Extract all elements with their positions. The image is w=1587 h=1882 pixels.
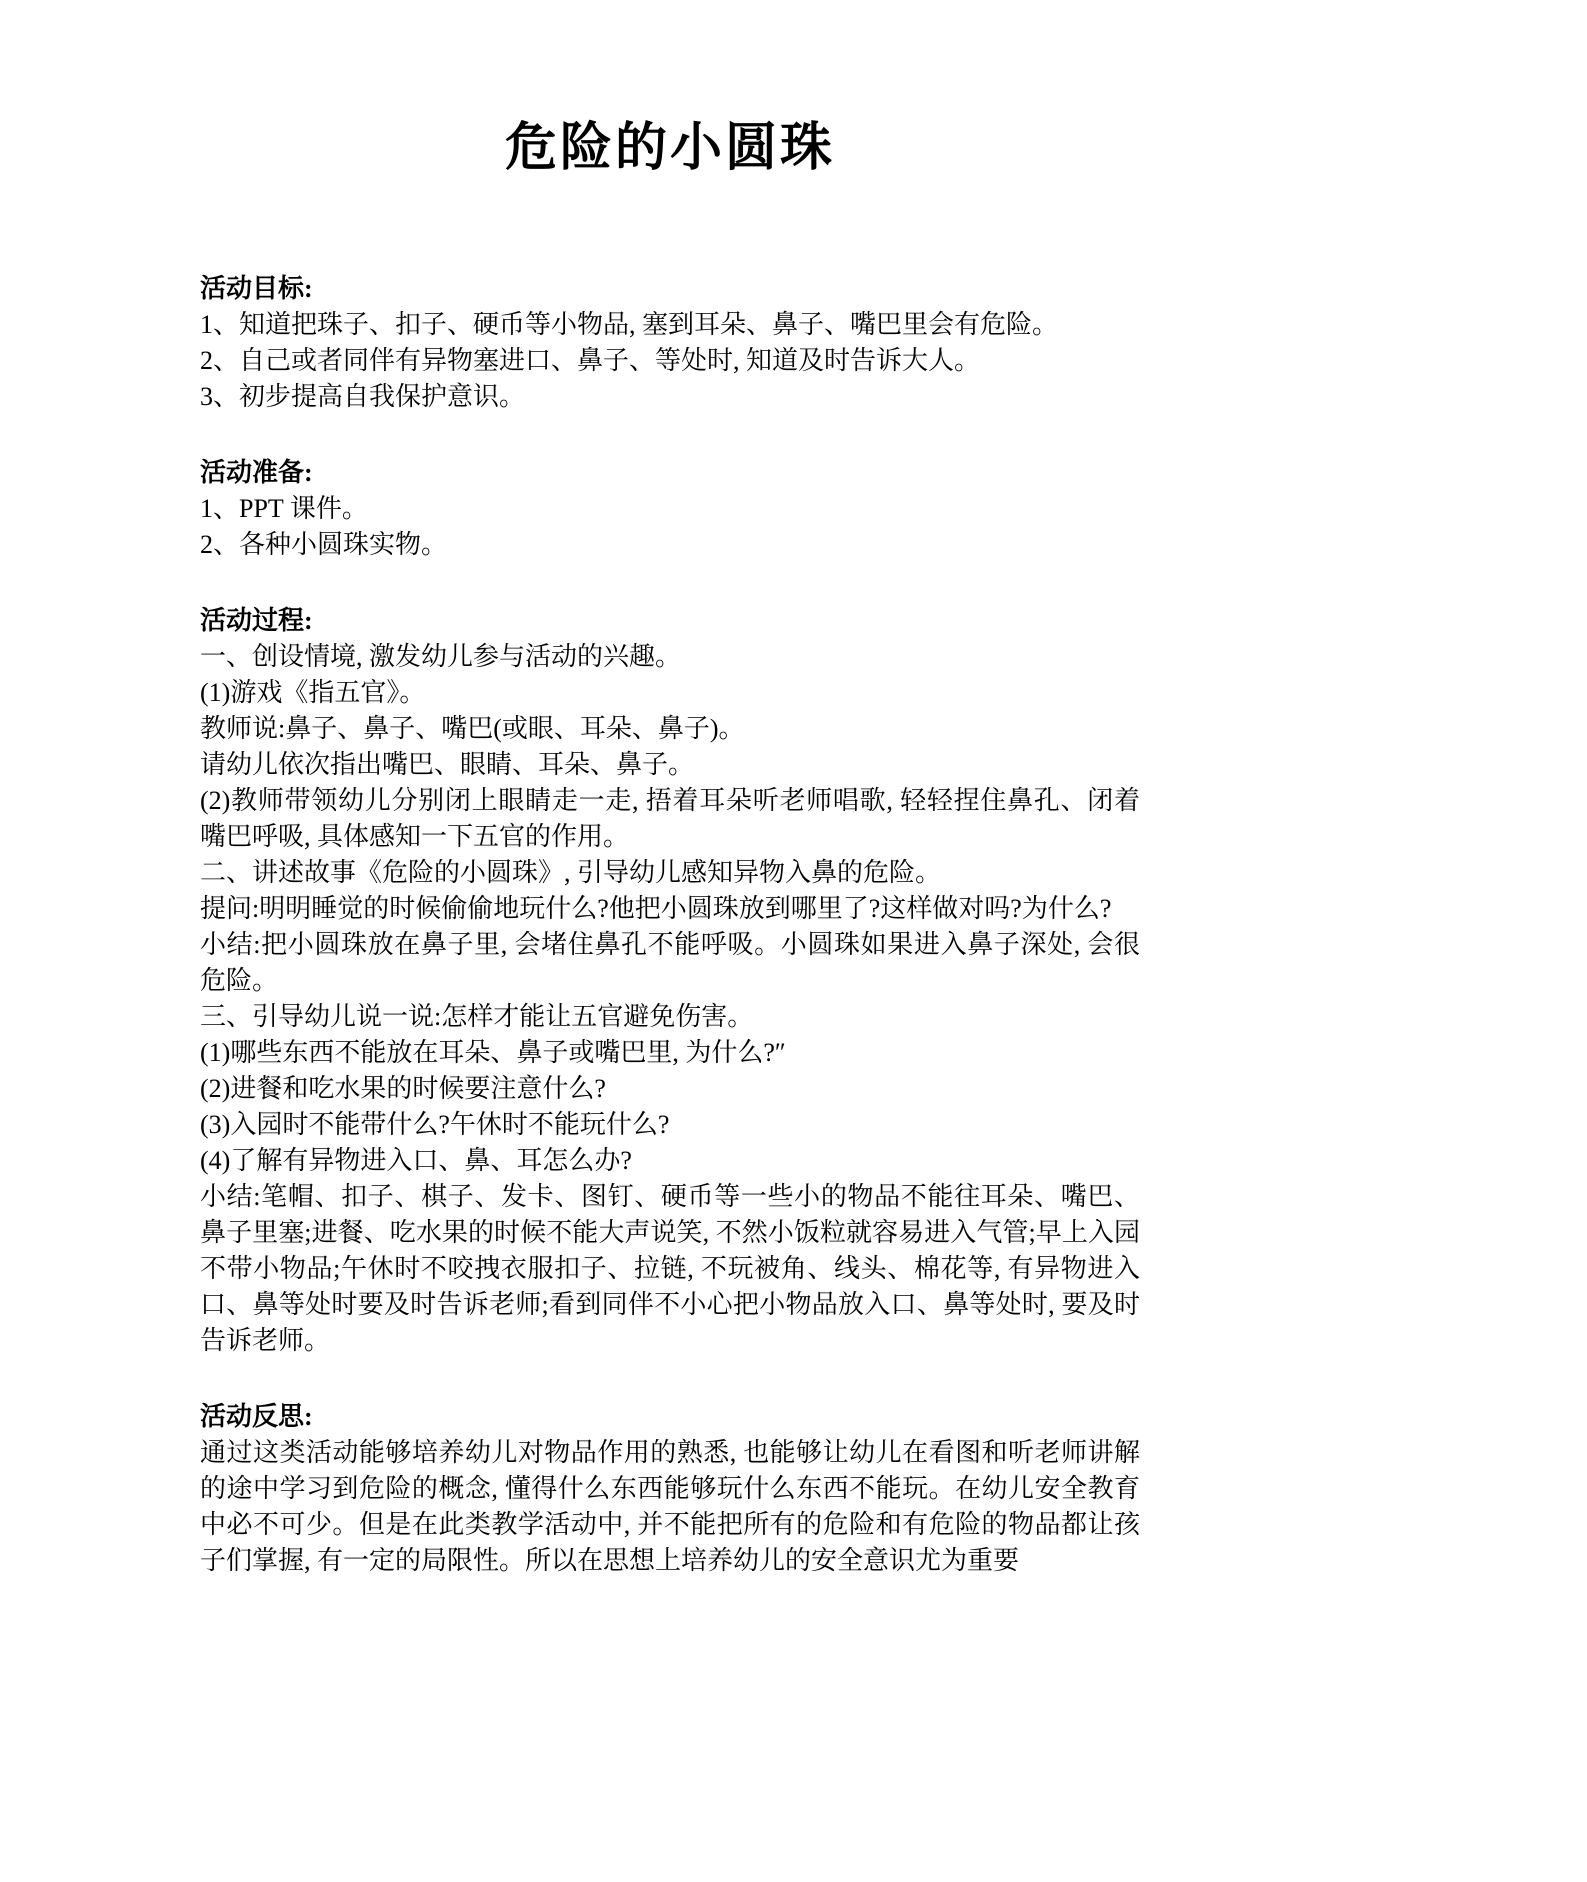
- section-lines: [200, 307, 1140, 415]
- paragraph-line: 小结:笔帽、扣子、棋子、发卡、图钉、硬币等一些小的物品不能往耳朵、嘴巴、鼻子里塞;进餐、吃水果的时候不能大声说笑, 不然小饭粒就容易进入气管;早上入园不带小物品;午休时不咬拽衣服扣子、拉链, 不玩被角、线头、棉花等, 有异物进入口、鼻等处时要及时告诉老师;看到同伴不小心把小物品放入口、鼻等处时, 要及时告诉老师。: [200, 1182, 1140, 1355]
- section-lines: [200, 491, 1140, 563]
- paragraph-line: 2、各种小圆珠实物。: [200, 530, 448, 559]
- paragraph-line: 2、自己或者同伴有异物塞进口、鼻子、等处时, 知道及时告诉大人。: [200, 346, 981, 375]
- paragraph-line: (4)了解有异物进入口、鼻、耳怎么办?: [200, 1146, 632, 1175]
- paragraph-line: 1、知道把珠子、扣子、硬币等小物品, 塞到耳朵、鼻子、嘴巴里会有危险。: [200, 310, 1059, 339]
- document-content: [200, 116, 1140, 1579]
- paragraph-line: (3)入园时不能带什么?午休时不能玩什么?: [200, 1110, 670, 1139]
- paragraph-line: (1)哪些东西不能放在耳朵、鼻子或嘴巴里, 为什么?″: [200, 1038, 786, 1067]
- paragraph-line: 三、引导幼儿说一说:怎样才能让五官避免伤害。: [200, 1002, 754, 1031]
- section-heading: 活动过程:: [200, 606, 313, 635]
- section-lines: [200, 1435, 1140, 1579]
- document-section: [200, 455, 1140, 563]
- paragraph-line: (1)游戏《指五官》。: [200, 678, 426, 707]
- section-heading: 活动反思:: [200, 1402, 313, 1431]
- document-section: [200, 603, 1140, 1359]
- document-body: [200, 271, 1140, 1579]
- document-section: [200, 271, 1140, 415]
- section-heading: 活动目标:: [200, 274, 313, 303]
- paragraph-line: 教师说:鼻子、鼻子、嘴巴(或眼、耳朵、鼻子)。: [200, 714, 745, 743]
- page-title: 危险的小圆珠: [504, 120, 835, 177]
- section-heading: 活动准备:: [200, 458, 313, 487]
- section-lines: [200, 639, 1140, 1359]
- paragraph-line: 提问:明明睡觉的时候偷偷地玩什么?他把小圆珠放到哪里了?这样做对吗?为什么?: [200, 894, 1112, 923]
- paragraph-line: 二、讲述故事《危险的小圆珠》, 引导幼儿感知异物入鼻的危险。: [200, 858, 942, 887]
- paragraph-line: 小结:把小圆珠放在鼻子里, 会堵住鼻孔不能呼吸。小圆珠如果进入鼻子深处, 会很危险。: [200, 930, 1140, 995]
- paragraph-line: 3、初步提高自我保护意识。: [200, 382, 526, 411]
- paragraph-line: 一、创设情境, 激发幼儿参与活动的兴趣。: [200, 642, 682, 671]
- paragraph-line: (2)进餐和吃水果的时候要注意什么?: [200, 1074, 606, 1103]
- paragraph-line: (2)教师带领幼儿分别闭上眼睛走一走, 捂着耳朵听老师唱歌, 轻轻捏住鼻孔、闭着嘴巴呼吸, 具体感知一下五官的作用。: [200, 786, 1140, 851]
- paragraph-line: 请幼儿依次指出嘴巴、眼睛、耳朵、鼻子。: [200, 750, 695, 779]
- paragraph-line: 1、PPT 课件。: [200, 494, 368, 523]
- paragraph-line: 通过这类活动能够培养幼儿对物品作用的熟悉, 也能够让幼儿在看图和听老师讲解的途中学习到危险的概念, 懂得什么东西能够玩什么东西不能玩。在幼儿安全教育中必不可少。但是在此类教学活动中, 并不能把所有的危险和有危险的物品都让孩子们掌握, 有一定的局限性。所以在思想上培养幼儿的安全意识尤为重要: [200, 1438, 1140, 1575]
- document-section: [200, 1399, 1140, 1579]
